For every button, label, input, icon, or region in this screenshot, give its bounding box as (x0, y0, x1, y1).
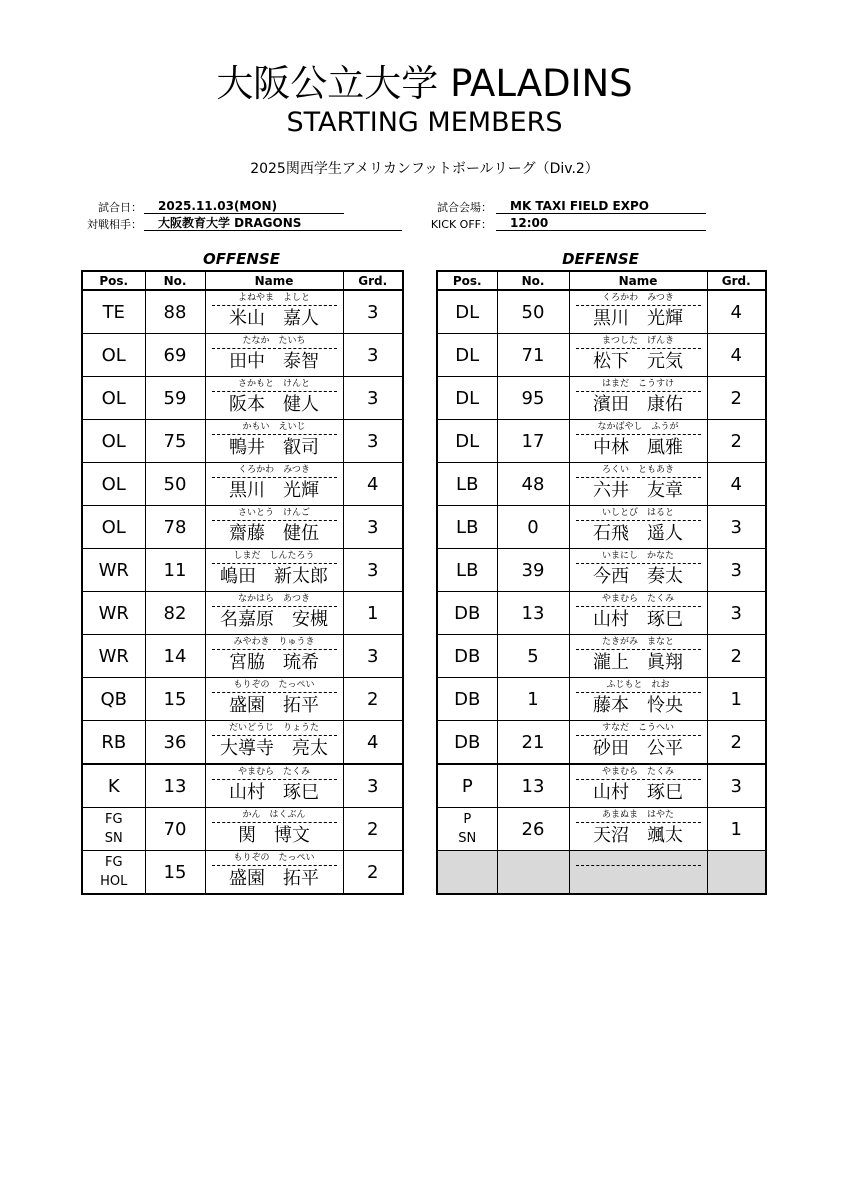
player-furigana: くろかわ みつき (238, 465, 310, 475)
player-name-wrap (570, 420, 707, 462)
player-name-wrap (570, 592, 707, 634)
player-number: 88 (145, 290, 205, 334)
player-number: 82 (145, 592, 205, 635)
kickoff-value: 12:00 (496, 216, 706, 231)
date-value: 2025.11.03(MON) (144, 199, 344, 214)
player-row (437, 463, 766, 506)
player-position: LB (437, 506, 497, 549)
player-number: 69 (145, 334, 205, 377)
player-grade: 2 (707, 420, 766, 463)
player-furigana: かもい えいじ (242, 422, 306, 432)
player-name-wrap (570, 765, 707, 807)
player-row (437, 377, 766, 420)
player-row (82, 808, 403, 851)
player-number: 15 (145, 678, 205, 721)
player-row (82, 721, 403, 765)
player-name-cell (569, 721, 707, 765)
col-header-pos: Pos. (82, 271, 145, 290)
defense-table (436, 270, 767, 895)
opponent-value: 大阪教育大学 DRAGONS (144, 216, 402, 231)
player-name-wrap (570, 808, 707, 850)
player-position: P (437, 764, 497, 808)
player-grade: 3 (343, 334, 403, 377)
player-row (82, 678, 403, 721)
player-row (437, 678, 766, 721)
player-furigana: しまだ しんたろう (233, 551, 315, 561)
player-row (82, 851, 403, 895)
player-name: 山村 琢巳 (212, 779, 337, 806)
player-position-line1: P (463, 812, 472, 827)
player-name-wrap (570, 635, 707, 677)
empty-name-wrap (570, 851, 707, 893)
player-name-cell (205, 334, 343, 377)
player-name: 中林 風雅 (576, 434, 701, 461)
player-name: 天沼 颯太 (576, 822, 701, 849)
player-name-cell (569, 635, 707, 678)
player-row (82, 764, 403, 808)
player-name: 山村 琢巳 (576, 606, 701, 633)
player-furigana: さいとう けんご (237, 508, 310, 518)
player-grade: 1 (707, 678, 766, 721)
player-grade: 3 (343, 635, 403, 678)
player-name-wrap (206, 765, 343, 807)
offense-title: OFFENSE (202, 250, 281, 268)
player-number: 75 (145, 420, 205, 463)
player-position: DB (437, 721, 497, 765)
player-grade: 2 (343, 851, 403, 895)
player-name-cell (569, 506, 707, 549)
empty-cell (497, 851, 569, 895)
player-name-wrap (206, 377, 343, 419)
empty-cell (437, 851, 497, 895)
player-grade: 4 (707, 463, 766, 506)
player-row (437, 592, 766, 635)
player-grade: 1 (707, 808, 766, 851)
player-position: WR (82, 635, 145, 678)
player-name-cell (205, 851, 343, 895)
player-grade: 4 (343, 463, 403, 506)
player-grade: 3 (343, 764, 403, 808)
player-furigana: はまだ こうすけ (601, 379, 674, 389)
player-name-cell (205, 549, 343, 592)
player-name-cell (569, 678, 707, 721)
player-furigana: いまにし かなた (601, 551, 674, 561)
player-number: 48 (497, 463, 569, 506)
player-name-cell (205, 420, 343, 463)
player-name-cell (569, 290, 707, 334)
player-position: DL (437, 290, 497, 334)
col-header-grd: Grd. (707, 271, 766, 290)
player-position: TE (82, 290, 145, 334)
player-grade: 4 (343, 721, 403, 765)
player-name: 田中 泰智 (212, 348, 337, 375)
player-name: 黒川 光輝 (212, 477, 337, 504)
defense-title: DEFENSE (562, 250, 639, 268)
player-number: 13 (497, 592, 569, 635)
player-furigana: もりぞの たっぺい (233, 680, 315, 690)
venue-value: MK TAXI FIELD EXPO (496, 199, 706, 214)
player-position: WR (82, 549, 145, 592)
player-name-cell (205, 721, 343, 765)
player-row (437, 635, 766, 678)
player-name-cell (569, 592, 707, 635)
player-grade: 2 (707, 377, 766, 420)
player-furigana: いしとび はると (601, 508, 674, 518)
player-name-wrap (206, 635, 343, 677)
player-row (437, 549, 766, 592)
player-furigana: あまぬま はやた (601, 810, 674, 820)
player-name: 米山 嘉人 (212, 305, 337, 332)
player-position: OL (82, 334, 145, 377)
player-number: 50 (145, 463, 205, 506)
col-header-name: Name (205, 271, 343, 290)
player-grade: 3 (707, 592, 766, 635)
player-furigana: みやわき りゅうき (233, 637, 315, 647)
player-position (82, 808, 145, 851)
player-name: 名嘉原 安槻 (212, 606, 337, 633)
player-name-wrap (206, 420, 343, 462)
player-number: 5 (497, 635, 569, 678)
player-row (437, 506, 766, 549)
player-row (437, 808, 766, 851)
player-position (437, 808, 497, 851)
player-name: 齋藤 健伍 (212, 520, 337, 547)
player-name: 濱田 康佑 (576, 391, 701, 418)
empty-cell (707, 851, 766, 895)
league-name: 2025関西学生アメリカンフットボールリーグ（Div.2） (250, 161, 599, 177)
player-position: OL (82, 420, 145, 463)
player-furigana: だいどうじ りょうた (228, 723, 319, 733)
player-row (82, 377, 403, 420)
player-number: 0 (497, 506, 569, 549)
player-name-wrap (206, 592, 343, 634)
player-position: DL (437, 334, 497, 377)
player-name-wrap (206, 506, 343, 548)
player-furigana: なかはら あつき (237, 594, 310, 604)
player-name-wrap (206, 721, 343, 763)
player-position: RB (82, 721, 145, 765)
player-grade: 3 (707, 506, 766, 549)
player-position: QB (82, 678, 145, 721)
opponent-label: 対戦相手： (87, 218, 142, 231)
player-name: 黒川 光輝 (576, 305, 701, 332)
player-row (82, 420, 403, 463)
player-name: 六井 友章 (576, 477, 701, 504)
player-row (437, 290, 766, 334)
player-name-cell (569, 549, 707, 592)
player-number: 95 (497, 377, 569, 420)
player-position: K (82, 764, 145, 808)
player-name: 嶋田 新太郎 (212, 563, 337, 590)
player-number: 26 (497, 808, 569, 851)
player-name-wrap (206, 291, 343, 333)
player-position: DL (437, 377, 497, 420)
player-number: 36 (145, 721, 205, 765)
player-number: 14 (145, 635, 205, 678)
player-name: 瀧上 眞翔 (576, 649, 701, 676)
player-furigana: さかもと けんと (237, 379, 310, 389)
player-furigana: よねやま よしと (237, 293, 310, 303)
player-name: 藤本 怜央 (576, 692, 701, 719)
player-row (82, 635, 403, 678)
col-header-no: No. (145, 271, 205, 290)
player-number: 1 (497, 678, 569, 721)
player-row (437, 764, 766, 808)
player-row (82, 334, 403, 377)
player-name-cell (569, 764, 707, 808)
page-title: 大阪公立大学 PALADINS (216, 62, 633, 105)
player-position: DB (437, 592, 497, 635)
player-furigana: たなか たいち (242, 336, 306, 346)
player-name-wrap (570, 549, 707, 591)
player-number: 70 (145, 808, 205, 851)
player-furigana: なかばやし ふうが (597, 422, 679, 432)
offense-table (81, 270, 404, 895)
venue-label: 試合会場： (437, 201, 492, 214)
player-position: LB (437, 549, 497, 592)
player-name-wrap (570, 506, 707, 548)
player-name-cell (205, 506, 343, 549)
player-name-wrap (570, 334, 707, 376)
player-name: 大導寺 亮太 (212, 735, 337, 762)
player-grade: 1 (343, 592, 403, 635)
col-header-pos: Pos. (437, 271, 497, 290)
player-number: 71 (497, 334, 569, 377)
player-name-cell (569, 808, 707, 851)
player-furigana: もりぞの たっぺい (233, 853, 315, 863)
player-name: 山村 琢巳 (576, 779, 701, 806)
player-name-cell (569, 377, 707, 420)
player-name-wrap (570, 377, 707, 419)
page-subtitle: STARTING MEMBERS (286, 107, 563, 138)
player-number: 59 (145, 377, 205, 420)
player-name-wrap (206, 334, 343, 376)
player-position: WR (82, 592, 145, 635)
player-grade: 3 (707, 549, 766, 592)
player-number: 13 (145, 764, 205, 808)
player-row (82, 549, 403, 592)
player-name-wrap (206, 851, 343, 893)
player-row (437, 420, 766, 463)
player-position: DL (437, 420, 497, 463)
player-number: 39 (497, 549, 569, 592)
player-position: DB (437, 678, 497, 721)
player-number: 11 (145, 549, 205, 592)
player-name-cell (205, 635, 343, 678)
player-grade: 4 (707, 290, 766, 334)
player-furigana: すなだ こうへい (601, 723, 674, 733)
player-furigana: たきがみ まなと (601, 637, 674, 647)
player-name: 鴨井 叡司 (212, 434, 337, 461)
player-position: LB (437, 463, 497, 506)
player-name: 盛園 拓平 (212, 692, 337, 719)
player-grade: 3 (707, 764, 766, 808)
player-grade: 3 (343, 420, 403, 463)
player-position (82, 851, 145, 895)
player-grade: 2 (343, 808, 403, 851)
player-position-line2: HOL (100, 874, 128, 889)
player-number: 50 (497, 290, 569, 334)
player-position-line1: FG (104, 812, 123, 827)
player-furigana: やまむら たくみ (601, 767, 674, 777)
player-position-line1: FG (104, 855, 123, 870)
player-number: 78 (145, 506, 205, 549)
col-header-no: No. (497, 271, 569, 290)
player-row (437, 721, 766, 765)
player-grade: 3 (343, 506, 403, 549)
player-name-wrap (206, 678, 343, 720)
player-number: 15 (145, 851, 205, 895)
player-name-cell (205, 463, 343, 506)
player-furigana: やまむら たくみ (601, 594, 674, 604)
player-position: OL (82, 377, 145, 420)
kickoff-label: KICK OFF： (430, 218, 492, 231)
player-name-cell (205, 678, 343, 721)
col-header-name: Name (569, 271, 707, 290)
player-name-wrap (570, 721, 707, 763)
player-name-cell (205, 592, 343, 635)
player-row (82, 592, 403, 635)
player-row (82, 290, 403, 334)
player-row (82, 463, 403, 506)
date-label: 試合日： (98, 201, 142, 214)
empty-row (437, 851, 766, 895)
empty-name-line (576, 865, 701, 892)
player-row (437, 334, 766, 377)
player-name-wrap (206, 549, 343, 591)
player-position-line2: SN (104, 831, 123, 846)
player-furigana: ろくい ともあき (601, 465, 674, 475)
player-furigana: ふじもと れお (606, 680, 670, 690)
player-grade: 3 (343, 377, 403, 420)
player-grade: 2 (707, 635, 766, 678)
col-header-grd: Grd. (343, 271, 403, 290)
player-grade: 2 (707, 721, 766, 765)
player-name: 盛園 拓平 (212, 865, 337, 892)
player-furigana: まつした げんき (601, 336, 674, 346)
player-name-wrap (206, 808, 343, 850)
player-name-cell (569, 420, 707, 463)
player-name: 関 博文 (212, 822, 337, 849)
player-name: 砂田 公平 (576, 735, 701, 762)
player-furigana: かん はくぶん (242, 810, 306, 820)
player-position: OL (82, 506, 145, 549)
player-furigana: くろかわ みつき (602, 293, 674, 303)
player-position: OL (82, 463, 145, 506)
player-name-wrap (206, 463, 343, 505)
player-grade: 4 (707, 334, 766, 377)
player-position-line2: SN (458, 831, 477, 846)
player-name-cell (569, 334, 707, 377)
player-name-cell (205, 764, 343, 808)
player-name: 松下 元気 (576, 348, 701, 375)
player-name-cell (569, 463, 707, 506)
player-furigana: やまむら たくみ (237, 767, 310, 777)
player-name-cell (205, 377, 343, 420)
player-name-cell (205, 808, 343, 851)
player-name-wrap (570, 678, 707, 720)
player-name: 阪本 健人 (212, 391, 337, 418)
player-name-cell (205, 290, 343, 334)
player-name-wrap (570, 291, 707, 333)
player-position: DB (437, 635, 497, 678)
player-name: 石飛 遥人 (576, 520, 701, 547)
player-name-wrap (570, 463, 707, 505)
player-name: 宮脇 琉希 (212, 649, 337, 676)
empty-cell (569, 851, 707, 895)
player-grade: 3 (343, 549, 403, 592)
player-number: 21 (497, 721, 569, 765)
player-row (82, 506, 403, 549)
player-name: 今西 奏太 (576, 563, 701, 590)
player-grade: 3 (343, 290, 403, 334)
player-number: 17 (497, 420, 569, 463)
player-number: 13 (497, 764, 569, 808)
player-grade: 2 (343, 678, 403, 721)
